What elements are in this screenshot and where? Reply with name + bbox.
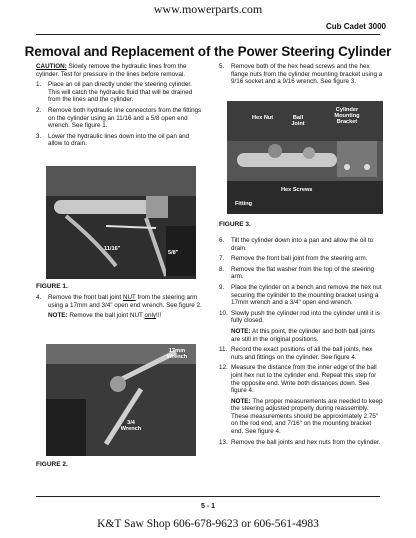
note-10: NOTE: At this point, the cylinder and both ball joints are still in the original positions. (231, 327, 375, 343)
figure-1-caption: FIGURE 1. (36, 283, 68, 290)
figure-3-label-ball-joint: Ball Joint (291, 115, 305, 128)
figure-3-label-hex-screws: Hex Screws (281, 187, 313, 193)
page-number: 5 - 1 (200, 503, 215, 510)
note-4: NOTE: Remove the ball joint NUT only!!! (48, 312, 162, 320)
figure-3-caption: FIGURE 3. (219, 221, 251, 228)
figure-1-label-5-8: 5/8" (168, 250, 179, 256)
caution-paragraph (36, 63, 204, 78)
step-2: 2. Remove both hydraulic line connectors from the fittings on the cylinder using an 11/16 and a 5/8 open end wrench. See figure 1. (36, 106, 202, 130)
left-column (36, 63, 204, 151)
step-3: 3. Lower the hydraulic lines down into the oil pan and allow to drain. (36, 132, 190, 148)
step-6: 6. Tilt the cylinder down into a pan and allow the oil to drain. (219, 237, 374, 252)
figure-2-photo (46, 344, 196, 456)
figure-3-photo (227, 101, 383, 214)
figure-2-illustration (46, 344, 196, 456)
left-column-lower (36, 294, 204, 323)
figure-1-illustration (46, 166, 196, 279)
header-rule (36, 34, 380, 35)
step-8: 8. Remove the flat washer from the top of the steering arm. (219, 265, 375, 281)
figure-2-caption: FIGURE 2. (36, 461, 68, 468)
step-1: 1. Place an oil pan directly under the steering cylinder. This will catch the hydraulic fluid that will be drained from the lines and the cylinder. (36, 81, 193, 104)
figure-3-label-fitting: Fitting (235, 201, 253, 207)
footer-rule (36, 496, 380, 497)
right-column-lower (219, 237, 383, 449)
step-4: 4. Remove the front ball joint NUT from the steering arm using a 17mm and 3/4" open end wrench. See figure 2. (36, 294, 202, 309)
site-url: www.mowerparts.com (153, 2, 263, 16)
figure-3-label-hex-nut: Hex Nut (252, 115, 274, 121)
step-12: 12. Measure the distance from the inner edge of the ball joint hex nut to the cylinder end. Repeat this step for the opposite end. Write both distances down. See figure 4. (219, 364, 377, 395)
step-11: 11. Record the exact positions of all the ball joints, hex nuts and fittings on the cylinder. See figure 4. (219, 346, 373, 361)
figure-1-photo (46, 166, 196, 279)
caution-label: CAUTION: (36, 63, 67, 70)
page-title: Removal and Replacement of the Power Steering Cylinder (24, 44, 392, 59)
shop-footer: K&T Saw Shop 606-678-9623 or 606-561-4983 (97, 518, 319, 530)
right-column-top (219, 63, 383, 89)
figure-2-label-3-4: 3/4 Wrench (120, 420, 142, 433)
figure-3-label-bracket: Cylinder Mounting Bracket (334, 107, 360, 126)
caution-text: Slowly remove the hydraulic lines from the cylinder. Test for pressure in the lines before removal. (36, 63, 187, 78)
figure-1-label-11-16: 11/16" (104, 246, 121, 252)
step-13: 13. Remove the ball joints and hex nuts from the cylinder. (219, 438, 381, 446)
step-5: 5. Remove both of the hex head screws and the hex flange nuts from the cylinder mounting bracket using a 9/16 socket and a 9/16 wrench. See figure 3. (219, 63, 383, 86)
step-10: 10. Slowly push the cylinder rod into the cylinder until it is fully closed. (219, 309, 380, 325)
model-name: Cub Cadet 3000 (325, 22, 386, 31)
figure-2-label-17mm: 17mm Wrench (166, 348, 188, 361)
step-7: 7. Remove the front ball joint from the steering arm. (219, 255, 368, 263)
note-12: NOTE: The proper measurements are needed to keep the steering adjusted properly during reassembly. These measurements should be approximately 2.75" on the rod end, and 7/16" on the mounting bracket end. See figure 4. (231, 397, 383, 436)
step-9: 9. Place the cylinder on a bench and remove the hex nut securing the cylinder to the mounting bracket using a 17mm wrench and a 3/4" open end wrench. (219, 283, 382, 307)
